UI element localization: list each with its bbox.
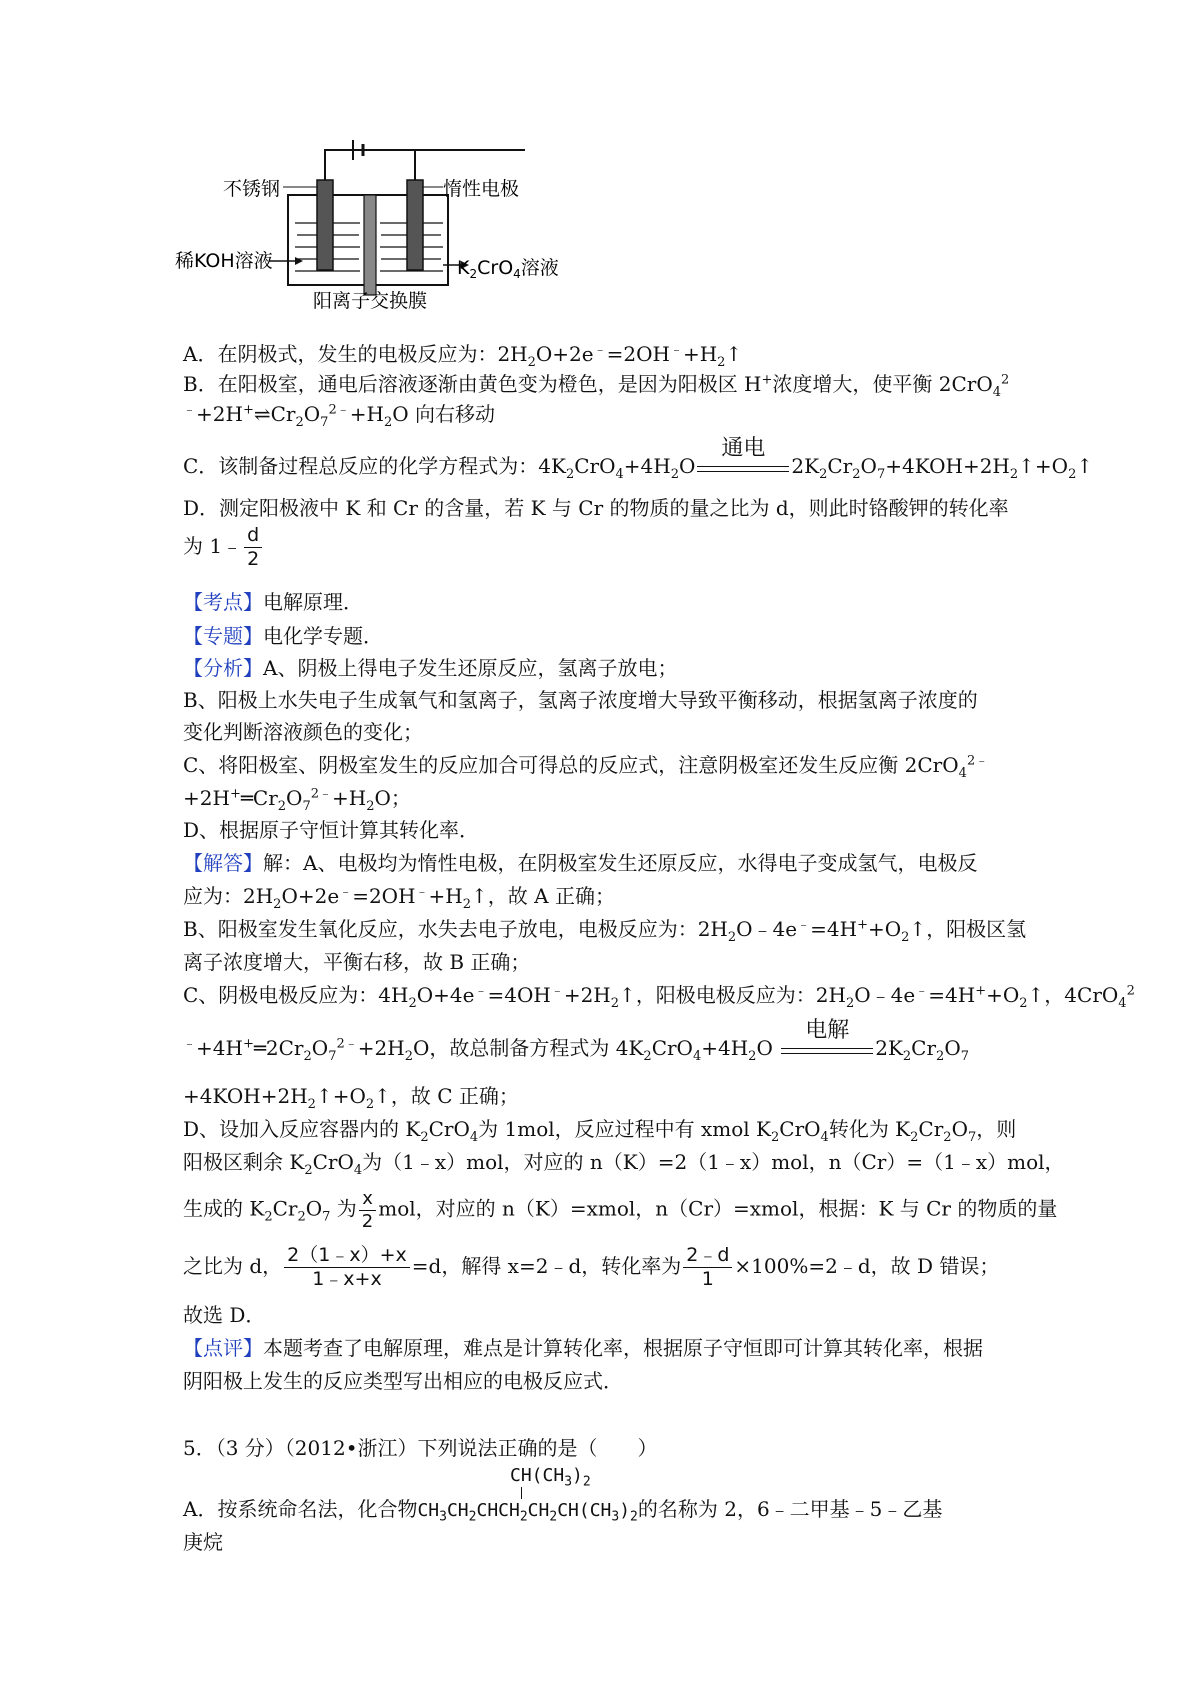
label-inert-electrode: 惰性电极 (443, 178, 520, 200)
inert-electrode (407, 180, 423, 270)
fenxi-c1: C、将阳极室、阴极室发生的反应加合可得总的反应式，注意阴极室还发生反应衡 2CrO$_4^{2﹣}$ (183, 753, 989, 781)
label-dilute-koh: 稀KOH溶液 (175, 250, 273, 272)
option-b-line2: $^﹣+2H^+\rightleftharpoons Cr_2O_7^{2﹣}+H_2O$ 向右移动 (183, 402, 495, 430)
dianping-2: 阴阳极上发生的反应类型写出相应的电极反应式． (183, 1369, 623, 1393)
jieda-c3: $+4KOH+2H_2↑+O_2↑$，故 C 正确； (183, 1084, 519, 1112)
zhuanti-line: 【专题】电化学专题． (183, 624, 383, 648)
guxuan: 故选 D． (183, 1303, 266, 1327)
option-b-line1: B．在阳极室，通电后溶液逐渐由黄色变为橙色，是因为阳极区 H+浓度增大，使平衡 2CrO$_4^2$ (183, 372, 1010, 400)
jieda-d3: 生成的 $K_2Cr_2O_7$ 为 $\frac{x}{2}$ mol，对应的 n（K）=xmol，n（Cr）=xmol，根据：K 与 Cr 的物质的量 (183, 1188, 1058, 1232)
label-stainless-steel: 不锈钢 (223, 178, 281, 200)
label-k2cro4-solution: $K_2CrO_4$溶液 (457, 257, 559, 281)
option-d-line2: 为 1﹣ $\frac{d}{2}$ (183, 524, 264, 571)
question-5-option-a: A．按系统命名法，化合物$CH_3CH_2CHCH_2CH_2CH(CH_3)_2$的名称为 2，6﹣二甲基﹣5﹣乙基 (183, 1497, 943, 1525)
question-5-stem: 5．（3 分）（2012•浙江）下列说法正确的是（ ） (183, 1436, 658, 1460)
fenxi-b1: B、阳极上水失电子生成氧气和氢离子，氢离子浓度增大导致平衡移动，根据氢离子浓度的 (183, 688, 978, 712)
jieda-a1: 【解答】解：A、电极均为惰性电极，在阴极室发生还原反应，水得电子变成氢气，电极反 (183, 851, 978, 875)
jieda-b1: B、阳极室发生氧化反应，水失去电子放电，电极反应为：$2H_2O﹣4e^﹣=4H^++O_2↑$，阳极区氢 (183, 917, 1027, 945)
stainless-steel-electrode (317, 180, 333, 270)
condition-electrify: 通电 (695, 458, 791, 478)
jieda-d1: D、设加入反应容器内的 $K_2CrO_4$为 1mol，反应过程中有 xmol $K_2CrO_4$转化为 $K_2Cr_2O_7$，则 (183, 1117, 1017, 1145)
label-cation-exchange-membrane: 阳离子交换膜 (313, 290, 428, 310)
jieda-a2: 应为：$2H_2O+2e^﹣=2OH^﹣+H_2↑$，故 A 正确； (183, 884, 615, 912)
option-a: A．在阴极式，发生的电极反应为：$2H_2O+2e^﹣=2OH^﹣+H_2↑$ (183, 342, 743, 370)
cation-exchange-membrane (364, 195, 376, 295)
fenxi-b2: 变化判断溶液颜色的变化； (183, 720, 423, 744)
jieda-c1: C、阴极电极反应为：$4H_2O+4e^﹣=4OH^﹣+2H_2↑$，阳极电极反应为：$2H_2O﹣4e^﹣=4H^++O_2↑$，4CrO$_4^2$ (183, 983, 1135, 1011)
electrolysis-apparatus-diagram (175, 135, 615, 310)
fenxi-line: 【分析】A、阴极上得电子发生还原反应，氢离子放电； (183, 656, 678, 680)
condition-electrolysis: 电解 (779, 1040, 875, 1060)
jieda-c2: $^﹣+4H^+═2Cr_2O_7^{2﹣}+2H_2O$，故总制备方程式为 $4K_2CrO_4+4H_2O$ 电解 $2K_2Cr_2O_7$ (183, 1017, 970, 1064)
dianping-1: 【点评】本题考查了电解原理，难点是计算转化率，根据原子守恒即可计算其转化率，根据 (183, 1336, 983, 1360)
jieda-d2: 阳极区剩余 $K_2CrO_4$为（1﹣x）mol，对应的 n（K）=2（1﹣x）mol，n（Cr）=（1﹣x）mol， (183, 1150, 1065, 1178)
structure-branch: $CH(CH_3)_2$ (510, 1465, 591, 1490)
option-c: C．该制备过程总反应的化学方程式为：$4K_2CrO_4+4H_2O$ 通电 $2K_2Cr_2O_7+4KOH+2H_2↑+O_2↑$ (183, 435, 1094, 482)
option-d-line1: D．测定阳极液中 K 和 Cr 的含量，若 K 与 Cr 的物质的量之比为 d，则此时铬酸钾的转化率 (183, 496, 1009, 520)
fenxi-d: D、根据原子守恒计算其转化率． (183, 818, 480, 842)
structure-main-chain: $CH_3CH_2CHCH_2CH_2CH(CH_3)_2$ (417, 1500, 638, 1525)
question-5-option-a-line2: 庚烷 (183, 1530, 223, 1554)
fenxi-c2: $+2H^+═Cr_2O_7^{2﹣}+H_2O$； (183, 786, 411, 814)
jieda-d4: 之比为 d， $\frac{2(1﹣x)+x}{1﹣x+x}$ =d，解得 x=2﹣d，转化率为 $\frac{2﹣d}{1}$ ×100%=2﹣d，故 D 错误； (183, 1244, 1000, 1290)
jieda-b2: 离子浓度增大，平衡右移，故 B 正确； (183, 950, 531, 974)
kaodian-line: 【考点】电解原理． (183, 590, 363, 614)
